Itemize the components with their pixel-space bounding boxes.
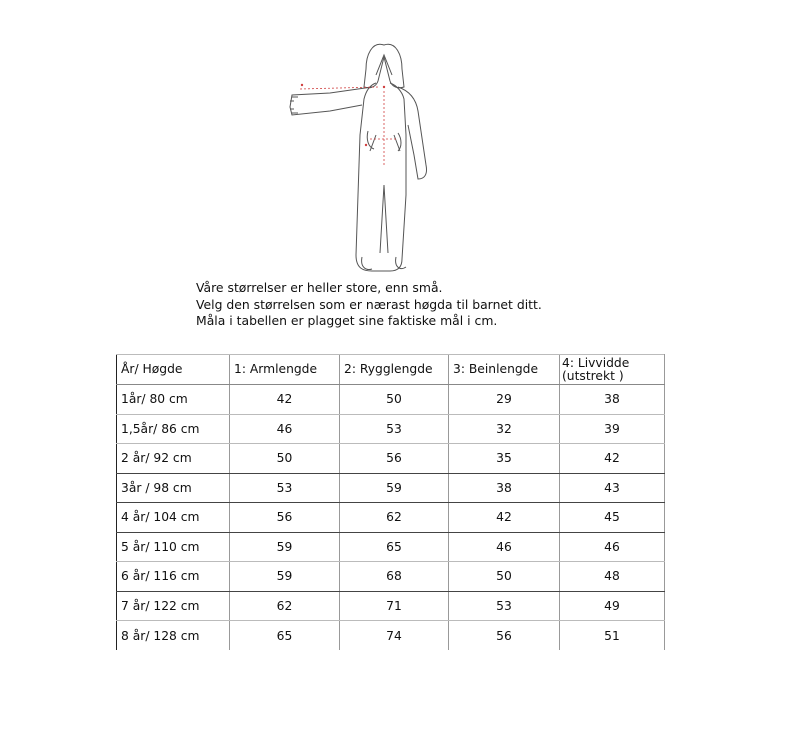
intro-line-1: Våre størrelser er heller store, enn små. (196, 280, 443, 295)
back-length-cell: 59 (340, 473, 449, 503)
arm-length-cell: 53 (230, 473, 340, 503)
table-row (117, 562, 665, 592)
table-row (117, 444, 665, 474)
leg-length-cell: 32 (449, 414, 560, 444)
header-arm-length: 1: Armlengde (230, 355, 340, 385)
leg-length-cell: 29 (449, 385, 560, 415)
arm-length-cell: 59 (230, 532, 340, 562)
leg-length-cell: 53 (449, 591, 560, 621)
leg-length-cell: 56 (449, 621, 560, 651)
waist-width-cell: 43 (560, 473, 665, 503)
intro-line-3: Måla i tabellen er plagget sine faktiske mål i cm. (196, 313, 498, 328)
table-row (117, 503, 665, 533)
leg-length-cell: 42 (449, 503, 560, 533)
row-label: 1år/ 80 cm (117, 385, 230, 415)
waist-width-cell: 42 (560, 444, 665, 474)
waist-width-cell: 46 (560, 532, 665, 562)
back-length-cell: 74 (340, 621, 449, 651)
row-label: 4 år/ 104 cm (117, 503, 230, 533)
waist-width-cell: 38 (560, 385, 665, 415)
arm-length-cell: 46 (230, 414, 340, 444)
arm-length-cell: 56 (230, 503, 340, 533)
row-label: 1,5år/ 86 cm (117, 414, 230, 444)
arm-length-cell: 50 (230, 444, 340, 474)
leg-length-cell: 46 (449, 532, 560, 562)
header-age-height: År/ Høgde (117, 355, 230, 385)
row-label: 5 år/ 110 cm (117, 532, 230, 562)
leg-length-cell: 35 (449, 444, 560, 474)
waist-width-cell: 45 (560, 503, 665, 533)
row-label: 7 år/ 122 cm (117, 591, 230, 621)
back-length-cell: 50 (340, 385, 449, 415)
arm-length-cell: 59 (230, 562, 340, 592)
back-length-cell: 68 (340, 562, 449, 592)
table-row (117, 385, 665, 415)
back-length-cell: 62 (340, 503, 449, 533)
waist-width-cell: 39 (560, 414, 665, 444)
table-row (117, 473, 665, 503)
row-label: 6 år/ 116 cm (117, 562, 230, 592)
table-row (117, 414, 665, 444)
row-label: 8 år/ 128 cm (117, 621, 230, 651)
back-length-cell: 56 (340, 444, 449, 474)
intro-line-2: Velg den størrelsen som er nærast høgda til barnet ditt. (196, 296, 542, 312)
size-table (116, 354, 665, 650)
leg-length-cell: 50 (449, 562, 560, 592)
row-label: 3år / 98 cm (117, 473, 230, 503)
header-waist-width: 4: Livvidde (utstrekt ) (560, 355, 665, 385)
back-length-cell: 53 (340, 414, 449, 444)
back-length-cell: 71 (340, 591, 449, 621)
waist-width-cell: 51 (560, 621, 665, 651)
arm-length-cell: 62 (230, 591, 340, 621)
overall-sketch-illustration (280, 35, 480, 285)
table-row (117, 532, 665, 562)
table-row (117, 621, 665, 651)
intro-text (196, 280, 542, 330)
header-leg-length: 3: Beinlengde (449, 355, 560, 385)
table-header-row (117, 355, 665, 385)
row-label: 2 år/ 92 cm (117, 444, 230, 474)
waist-width-cell: 49 (560, 591, 665, 621)
leg-length-cell: 38 (449, 473, 560, 503)
waist-width-cell: 48 (560, 562, 665, 592)
arm-length-cell: 42 (230, 385, 340, 415)
header-back-length: 2: Rygglengde (340, 355, 449, 385)
arm-length-cell: 65 (230, 621, 340, 651)
back-length-cell: 65 (340, 532, 449, 562)
table-row (117, 591, 665, 621)
